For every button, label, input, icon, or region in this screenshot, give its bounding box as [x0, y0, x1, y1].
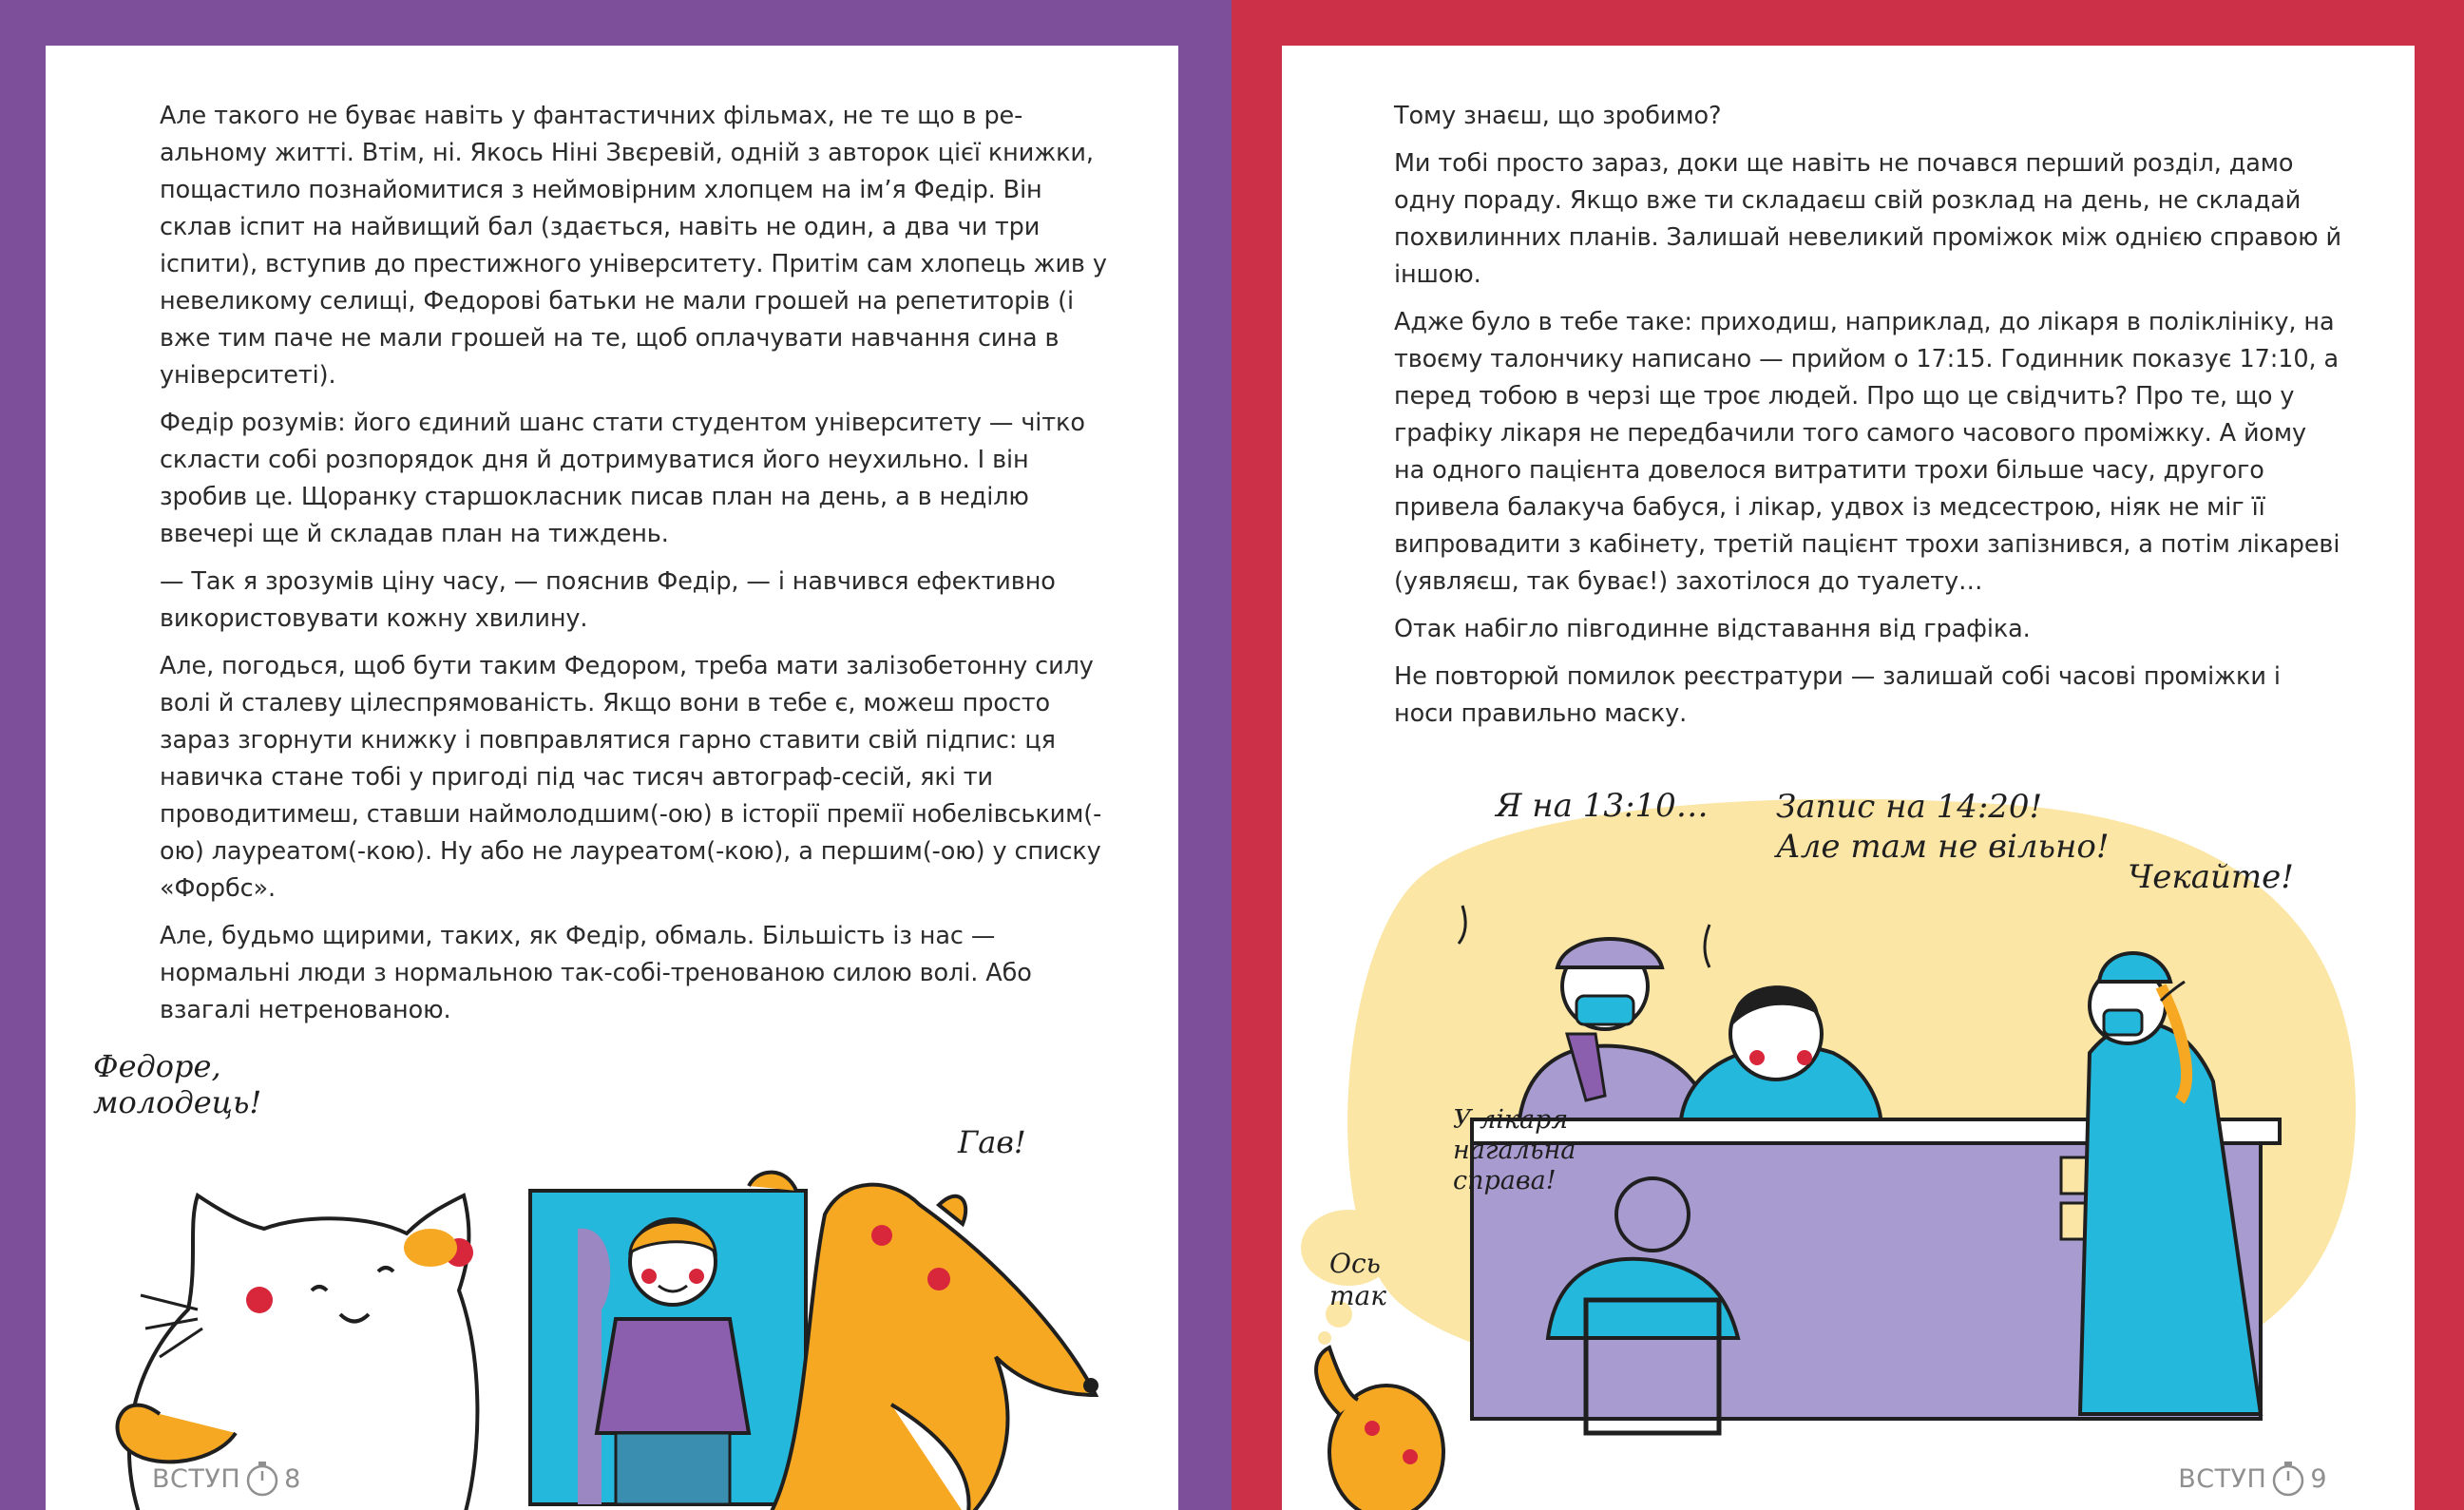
page-number: 8 — [284, 1463, 301, 1494]
dog-speech-label: Гав! — [958, 1124, 1026, 1160]
page-footer — [2178, 1459, 2327, 1499]
portrait-frame — [530, 1173, 806, 1504]
right-page — [1282, 46, 2415, 1510]
speech-line: справа! — [1453, 1166, 1557, 1195]
left-page — [46, 46, 1178, 1510]
speech-label-2 — [1776, 787, 2110, 867]
section-label: ВСТУП — [2178, 1463, 2267, 1494]
speech-label-1: Я на 13:10… — [1496, 787, 1709, 825]
paragraph: Але такого не буває навіть у фантастичних фільмах, не те що в реальному житті. Втім, ні. Якось Ніні Звєревій, одній з авторок цієї книжки, пощастило познайомитися з неймовірним хлопцем на ім’я Федір. Він склав іспит на найвищий бал (здається, навіть не один, а два чи три іспити), вступив до престижного університету. Притім сам хлопець жив у невеликому селищі, Федорові батьки не мали грошей на репетиторів (і вже тим паче не мали грошей на те, щоб оплачувати навчання сина в університеті). — [160, 102, 1107, 390]
paragraph: Ми тобі просто зараз, доки ще навіть не почався перший розділ, дамо одну пораду. Якщо вже ти складаєш свій розклад на день, не складай похвилинних планів. Залишай невеликий проміжок між однією справою й іншою. — [1394, 149, 2342, 289]
speech-line: нагальна — [1453, 1136, 1576, 1165]
paragraph: Але, погодься, щоб бути таким Федором, треба мати залізобетонну силу волі й сталеву цілеспрямованість. Якщо вони в тебе є, можеш просто зараз згорнути книжку і повправлятися гарно ставити свій підпис: ця навичка стане тобі у пригоді під час тисяч автограф-сесій, які ти проводитимеш, ставши наймолодшим(-ою) в історії премії нобелівським(-ою) лауреатом(-кою). Ну або не лауреатом(-кою), а першим(-ою) у списку «Форбс». — [160, 652, 1102, 903]
speech-line: молодець! — [93, 1084, 262, 1120]
speech-line: У лікаря — [1453, 1105, 1569, 1135]
paragraph: Тому знаєш, що зробимо? — [1394, 102, 1722, 130]
paragraph: Отак набігло півгодинне відставання від графіка. — [1394, 615, 2031, 643]
section-label: ВСТУП — [152, 1463, 241, 1494]
speech-line: Запис на 14:20! — [1776, 788, 2043, 826]
speech-line: так — [1329, 1280, 1386, 1311]
right-page-text — [1394, 98, 2344, 743]
fox-illustration — [768, 1185, 1098, 1510]
left-page-text — [160, 98, 1110, 1040]
page-footer — [152, 1459, 301, 1499]
speech-line: Федоре, — [93, 1048, 221, 1084]
stopwatch-icon — [2268, 1459, 2308, 1499]
speech-label-5 — [1329, 1248, 1386, 1312]
paragraph: Федір розумів: його єдиний шанс стати студентом університету — чітко скласти собі розпорядок дня й дотримуватися його неухильно. І він зробив це. Щоранку старшокласник писав план на день, а в неділю ввечері ще й складав план на тиждень. — [160, 409, 1085, 548]
page-number: 9 — [2310, 1463, 2327, 1494]
stopwatch-icon — [242, 1459, 282, 1499]
cat-speech-label — [93, 1048, 261, 1120]
speech-label-3: Чекайте! — [2128, 858, 2294, 896]
paragraph: Але, будьмо щирими, таких, як Федір, обмаль. Більшість із нас — нормальні люди з нормальною так-собі-тренованою силою волі. Або взагалі нетренованою. — [160, 922, 1032, 1024]
speech-line: Але там не вільно! — [1776, 828, 2110, 866]
paragraph: — Так я зрозумів ціну часу, — пояснив Федір, — і навчився ефективно використовувати кожну хвилину. — [160, 567, 1056, 633]
paragraph: Не повторюй помилок реєстратури — залишай собі часові проміжки і носи правильно маску. — [1394, 662, 2281, 728]
speech-label-4 — [1453, 1105, 1576, 1196]
speech-line: Ось — [1329, 1248, 1381, 1279]
paragraph: Адже було в тебе таке: приходиш, наприклад, до лікаря в поліклініку, на твоєму талончику написано — прийом о 17:15. Годинник показує 17:10, а перед тобою в черзі ще троє людей. Про що це свідчить? Про те, що у графіку лікаря не передбачили того самого часового проміжку. А йому на одного пацієнта довелося витратити трохи більше часу, другого привела балакуча бабуся, і лікар, удвох із медсестрою, ніяк не міг її випровадити з кабінету, третій пацієнт трохи запізнився, а потім лікареві (уявляєш, так буває!) захотілося до туалету… — [1394, 308, 2340, 596]
